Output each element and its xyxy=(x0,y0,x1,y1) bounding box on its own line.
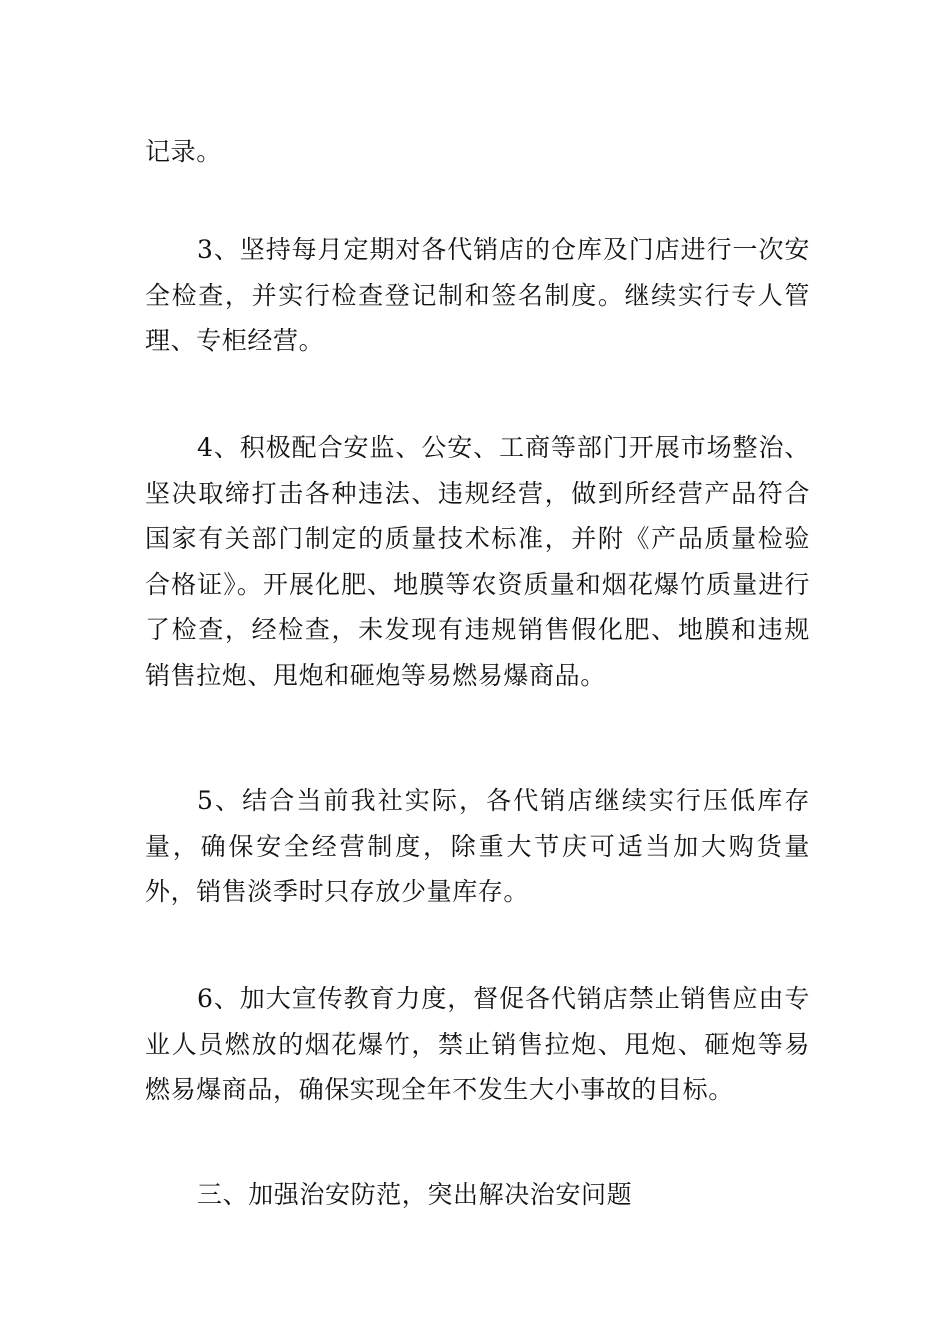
paragraph-item-3: 3、坚持每月定期对各代销店的仓库及门店进行一次安全检查，并实行检查登记制和签名制度。继续实行专人管理、专柜经营。 xyxy=(145,235,810,355)
paragraph-continuation: 记录。 xyxy=(145,137,222,166)
paragraph-item-6: 6、加大宣传教育力度，督促各代销店禁止销售应由专业人员燃放的烟花爆竹，禁止销售拉炮、甩炮、砸炮等易燃易爆商品，确保实现全年不发生大小事故的目标。 xyxy=(145,984,810,1104)
paragraph-item-4: 4、积极配合安监、公安、工商等部门开展市场整治、坚决取缔打击各种违法、违规经营，做到所经营产品符合国家有关部门制定的质量技术标准，并附《产品质量检验合格证》。开展化肥、地膜等农资质量和烟花爆竹质量进行了检查，经检查，未发现有违规销售假化肥、地膜和违规销售拉炮、甩炮和砸炮等易燃易爆商品。 xyxy=(145,433,810,690)
section-heading-3: 三、加强治安防范，突出解决治安问题 xyxy=(197,1180,633,1209)
paragraph-item-5: 5、结合当前我社实际，各代销店继续实行压低库存量，确保安全经营制度，除重大节庆可适当加大购货量外，销售淡季时只存放少量库存。 xyxy=(145,786,810,906)
